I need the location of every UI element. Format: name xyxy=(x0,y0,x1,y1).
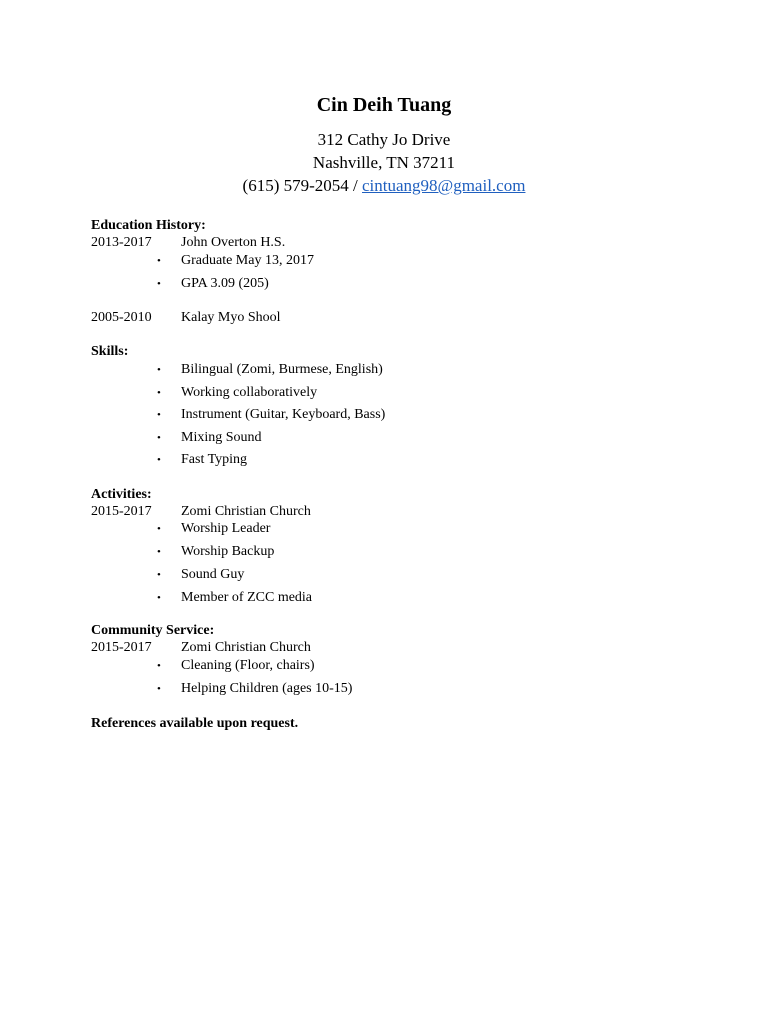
activities-years: 2015-2017 xyxy=(91,504,152,519)
skill-item: Fast Typing xyxy=(181,452,248,467)
education-detail: Graduate May 13, 2017 xyxy=(181,253,314,268)
bullet-icon: • xyxy=(157,454,161,466)
education-school: John Overton H.S. xyxy=(181,235,286,250)
education-years: 2005-2010 xyxy=(91,310,152,325)
contact-line xyxy=(0,175,768,197)
community-org: Zomi Christian Church xyxy=(181,640,311,655)
phone-number: (615) 579-2054 / xyxy=(242,176,363,195)
activity-item: Worship Backup xyxy=(181,544,275,559)
skill-item: Bilingual (Zomi, Burmese, English) xyxy=(181,362,383,377)
bullet-icon: • xyxy=(157,409,161,421)
community-item: Helping Children (ages 10-15) xyxy=(181,681,353,696)
education-years: 2013-2017 xyxy=(91,235,152,250)
skills-heading: Skills: xyxy=(91,344,129,359)
bullet-icon: • xyxy=(157,387,161,399)
street-address: 312 Cathy Jo Drive xyxy=(317,130,451,149)
activity-item: Member of ZCC media xyxy=(181,590,313,605)
skill-item: Mixing Sound xyxy=(181,430,262,445)
bullet-icon: • xyxy=(157,255,161,267)
community-years: 2015-2017 xyxy=(91,640,152,655)
bullet-icon: • xyxy=(157,660,161,672)
skill-item: Instrument (Guitar, Keyboard, Bass) xyxy=(181,407,386,422)
community-item: Cleaning (Floor, chairs) xyxy=(181,658,315,673)
bullet-icon: • xyxy=(157,364,161,376)
education-school: Kalay Myo Shool xyxy=(181,310,281,325)
bullet-icon: • xyxy=(157,683,161,695)
email-link[interactable]: cintuang98@gmail.com xyxy=(362,176,526,195)
bullet-icon: • xyxy=(157,569,161,581)
bullet-icon: • xyxy=(157,592,161,604)
community-heading: Community Service: xyxy=(91,623,215,638)
activities-heading: Activities: xyxy=(91,487,152,502)
education-heading: Education History: xyxy=(91,218,206,233)
activities-org: Zomi Christian Church xyxy=(181,504,311,519)
bullet-icon: • xyxy=(157,523,161,535)
applicant-name: Cin Deih Tuang xyxy=(316,94,452,116)
city-state-zip: Nashville, TN 37211 xyxy=(312,153,456,172)
activity-item: Worship Leader xyxy=(181,521,271,536)
activity-item: Sound Guy xyxy=(181,567,245,582)
references-note: References available upon request. xyxy=(91,716,299,731)
bullet-icon: • xyxy=(157,432,161,444)
skill-item: Working collaboratively xyxy=(181,385,318,400)
education-detail: GPA 3.09 (205) xyxy=(181,276,269,291)
bullet-icon: • xyxy=(157,278,161,290)
bullet-icon: • xyxy=(157,546,161,558)
